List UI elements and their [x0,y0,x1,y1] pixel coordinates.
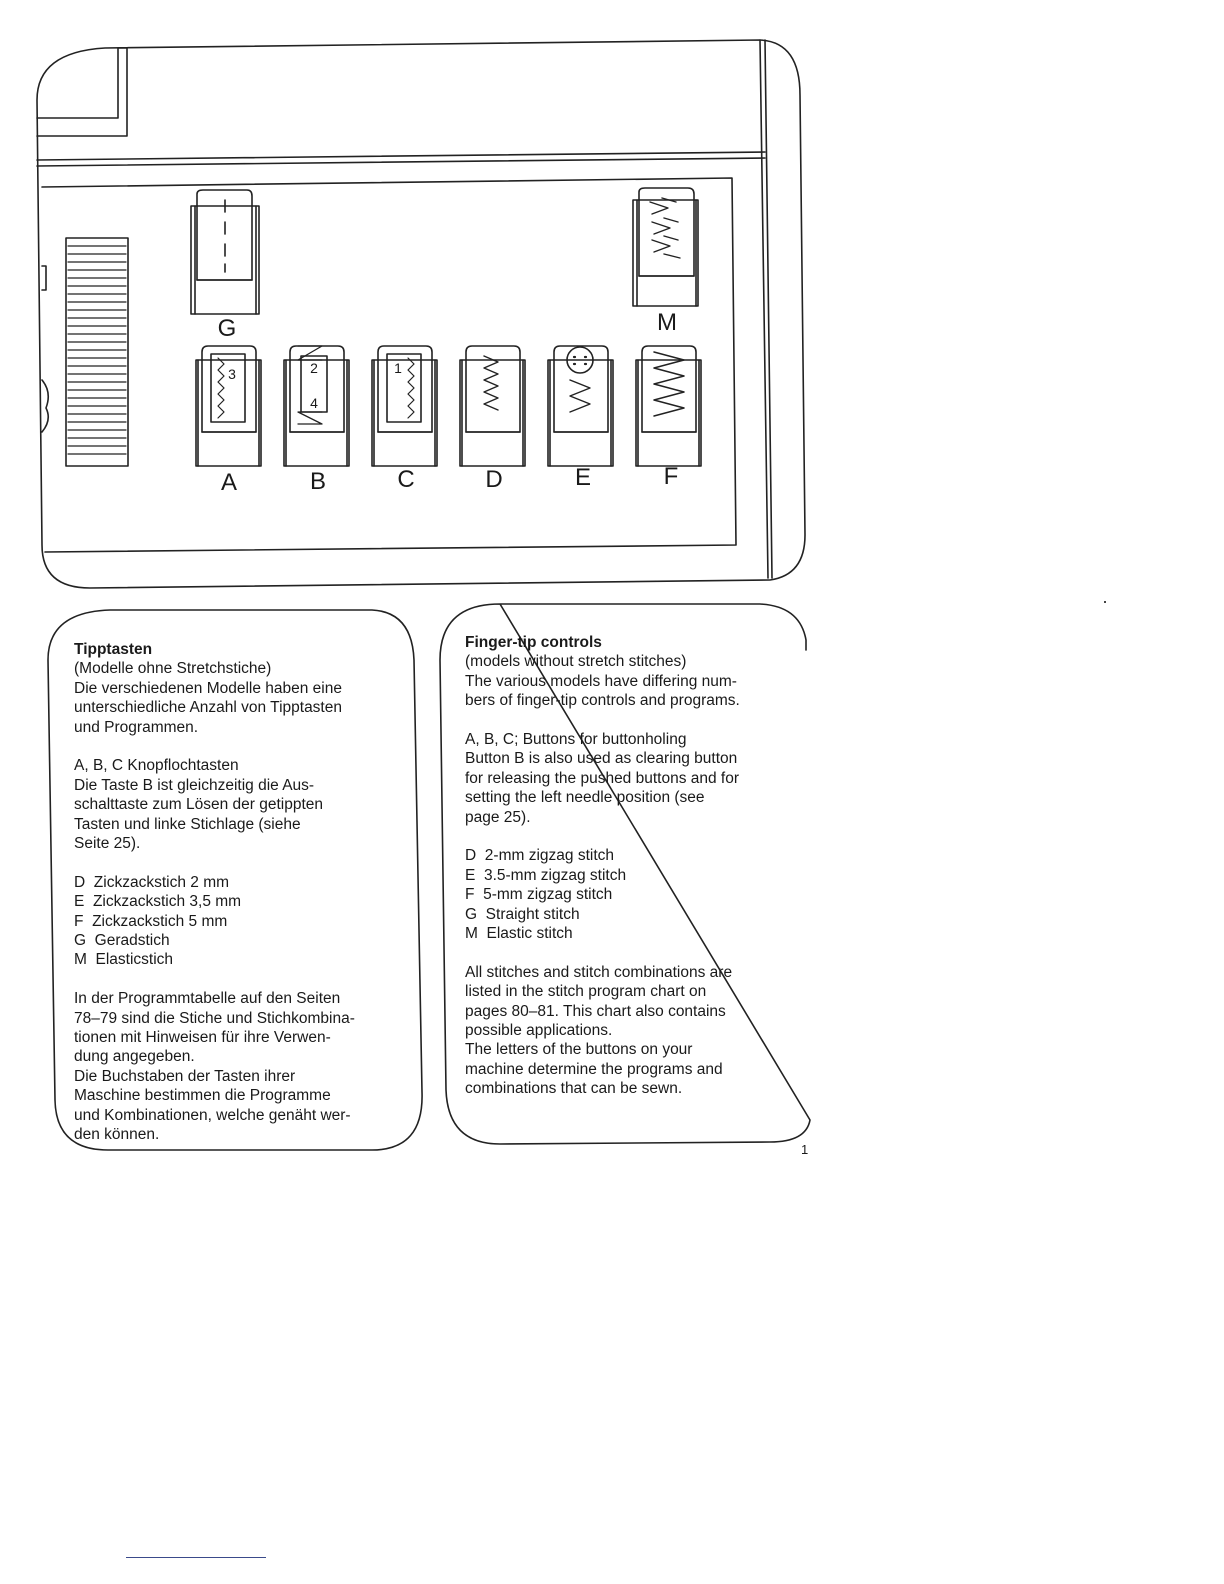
german-outro-line: 78–79 sind die Stiche und Stichkombina- [74,1009,355,1027]
german-outro-line: und Kombinationen, welche genäht wer- [74,1106,351,1124]
english-outro-line: listed in the stitch program chart on [465,983,707,1001]
english-intro-line: bers of finger-tip controls and programs. [465,692,740,710]
german-stitch-line: E Zickzackstich 3,5 mm [74,893,242,911]
german-buttonhole-line: schalttaste zum Lösen der getippten [74,796,324,814]
german-intro-line: (Modelle ohne Stretchstiche) [74,660,272,678]
english-buttonhole-line: for releasing the pushed buttons and for [465,769,740,787]
german-outro-line: tionen mit Hinweisen für ihre Verwen- [74,1029,331,1047]
german-stitch-line: G Geradstich [74,932,170,950]
label-e: E [574,464,592,491]
english-outro-line: All stitches and stitch combinations are [465,963,733,981]
german-outro-line: den können. [74,1126,160,1144]
page-number: 1 [801,1142,809,1157]
english-outro-line: The letters of the buttons on your [465,1041,693,1059]
german-buttonhole-line: Die Taste B ist gleichzeitig die Aus- [74,776,315,794]
german-stitch-line: M Elasticstich [74,951,174,969]
german-stitch-line: D Zickzackstich 2 mm [74,873,230,891]
english-outro-line: combinations that can be sewn. [465,1080,683,1098]
english-title: Finger-tip controls [465,634,602,651]
label-b: B [309,468,327,495]
german-outro-line: Maschine bestimmen die Programme [74,1087,331,1105]
german-outro-line: Die Buchstaben der Tasten ihrer [74,1067,296,1085]
button-c-digit: 1 [394,360,402,376]
english-buttonhole-line: A, B, C; Buttons for buttonholing [465,731,687,749]
button-b-digit-bottom: 4 [310,395,318,411]
german-buttonhole-line: A, B, C Knopflochtasten [74,757,239,775]
german-stitch-line: F Zickzackstich 5 mm [74,912,228,930]
german-outro-line: dung angegeben. [74,1048,195,1066]
label-c: C [397,466,415,493]
english-intro-line: The various models have differing num- [465,672,737,690]
english-buttonhole-line: page 25). [465,808,531,826]
label-d: D [485,466,503,493]
english-stitch-line: M Elastic stitch [465,925,573,943]
english-intro-line: (models without stretch stitches) [465,653,687,671]
german-outro-line: In der Programmtabelle auf den Seiten [74,990,341,1008]
german-intro-line: unterschiedliche Anzahl von Tipptasten [74,699,342,717]
english-text-column [465,633,795,1099]
german-intro-line: und Programmen. [74,718,199,736]
button-a-digit: 3 [228,366,236,382]
english-buttonhole-line: Button B is also used as clearing button [465,750,738,768]
german-title: Tipptasten [74,641,153,658]
button-b-digit-top: 2 [310,360,318,376]
english-stitch-line: D 2-mm zigzag stitch [465,847,615,865]
english-stitch-line: E 3.5-mm zigzag stitch [465,866,627,884]
german-buttonhole-line: Tasten und linke Stichlage (siehe [74,815,301,833]
label-m: M [657,309,677,336]
german-text-column [74,640,404,1145]
label-g: G [217,315,237,342]
scan-speck [1104,601,1106,603]
label-a: A [220,469,238,496]
english-outro-line: possible applications. [465,1022,613,1040]
english-outro-line: pages 80–81. This chart also contains [465,1002,726,1020]
english-outro-line: machine determine the programs and [465,1060,723,1078]
footer-rule [126,1557,266,1558]
german-buttonhole-line: Seite 25). [74,835,141,853]
label-f: F [663,463,679,490]
english-stitch-line: G Straight stitch [465,905,580,923]
english-stitch-line: F 5-mm zigzag stitch [465,886,613,904]
english-buttonhole-line: setting the left needle position (see [465,789,705,807]
german-intro-line: Die verschiedenen Modelle haben eine [74,679,342,697]
